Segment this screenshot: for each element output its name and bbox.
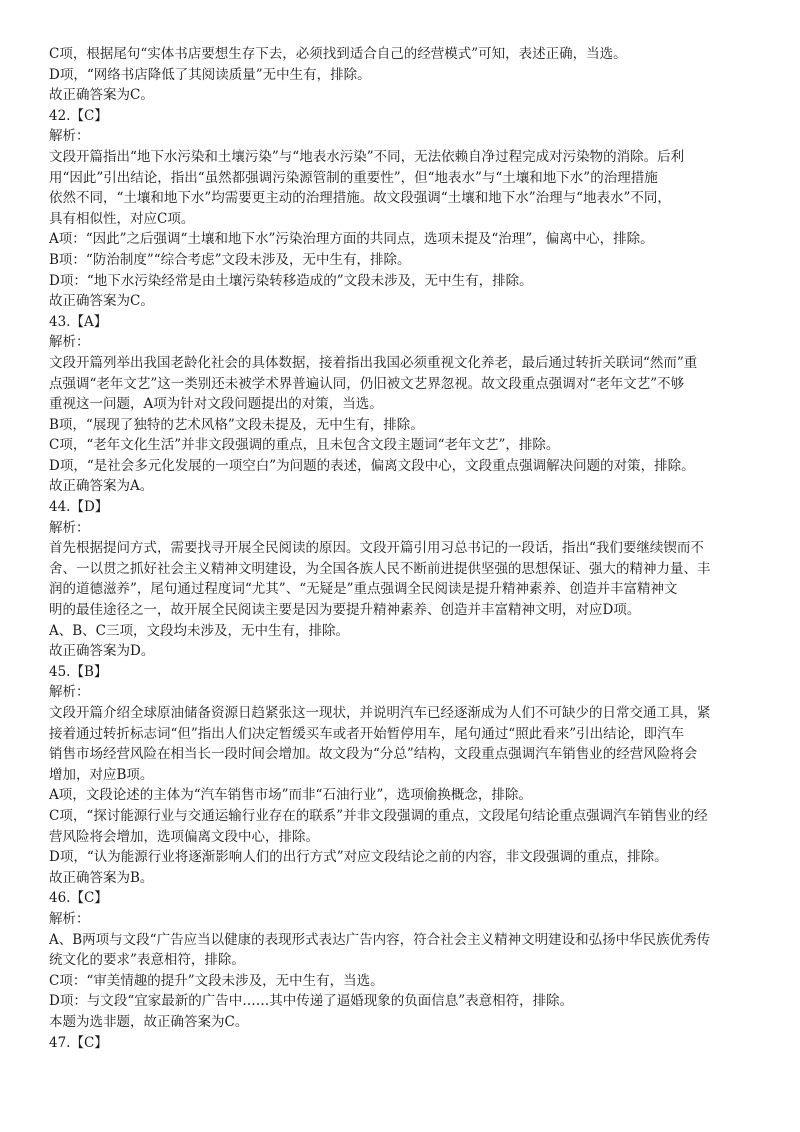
text-line: D项，“认为能源行业将逐渐影响人们的出行方式”对应文段结论之前的内容，非文段强调的重点，排除。 bbox=[49, 849, 668, 866]
text-line: 舍、一以贯之抓好社会主义精神文明建设，为全国各族人民不断前进提供坚强的思想保证、强大的精神力量、丰 bbox=[49, 560, 711, 577]
question-number: 43.【A】 bbox=[49, 313, 108, 330]
text-line: A项：“因此”之后强调“土壤和地下水”污染治理方面的共同点，选项未提及“治理”，偏离中心，排除。 bbox=[49, 231, 654, 248]
text-line: 故正确答案为C。 bbox=[49, 293, 154, 310]
text-line: 具有相似性，对应C项。 bbox=[49, 210, 195, 227]
text-line: 明的最佳途径之一，故开展全民阅读主要是因为要提升精神素养、创造并丰富精神文明，对应D项。 bbox=[49, 602, 641, 619]
text-line: C项，“探讨能源行业与交通运输行业存在的联系”并非文段强调的重点，文段尾句结论重点强调汽车销售业的经 bbox=[49, 807, 708, 824]
text-line: 销售市场经营风险在相当长一段时间会增加。故文段为“分总”结构，文段重点强调汽车销售业的经营风险将会 bbox=[49, 746, 698, 763]
text-line: A项，文段论述的主体为“汽车销售市场”而非“石油行业”，选项偷换概念，排除。 bbox=[49, 787, 532, 804]
question-number: 45.【B】 bbox=[49, 663, 108, 680]
text-line: 依然不同，“土壤和地下水”均需要更主动的治理措施。故文段强调“土壤和地下水”治理与“地表水”不同， bbox=[49, 190, 671, 207]
text-line: D项，“网络书店降低了其阅读质量”无中生有，排除。 bbox=[49, 66, 371, 83]
text-line: B项，“展现了独特的艺术风格”文段未提及，无中生有，排除。 bbox=[49, 416, 424, 433]
text-line: 营风险将会增加，选项偏离文段中心，排除。 bbox=[49, 828, 319, 845]
analysis-label: 解析： bbox=[49, 910, 90, 927]
question-number: 44.【D】 bbox=[49, 499, 109, 516]
analysis-label: 解析： bbox=[49, 128, 90, 145]
text-line: 接着通过转折标志词“但”指出人们决定暂缓买车或者开始暂停用车，尾句通过“照此看来”引出结论，即汽车 bbox=[49, 725, 685, 742]
text-line: 本题为选非题，故正确答案为C。 bbox=[49, 1013, 249, 1030]
analysis-label: 解析： bbox=[49, 519, 90, 536]
text-line: 文段开篇介绍全球原油储备资源日趋紧张这一现状，并说明汽车已经逐渐成为人们不可缺少的日常交通工具，紧 bbox=[49, 705, 711, 721]
text-line: A、B、C三项，文段均未涉及，无中生有，排除。 bbox=[49, 622, 349, 639]
text-line: 统文化的要求”表意相符，排除。 bbox=[49, 952, 245, 969]
text-line: D项：“地下水污染经常是由土壤污染转移造成的”文段未涉及，无中生有，排除。 bbox=[49, 272, 533, 289]
question-number: 46.【C】 bbox=[49, 890, 108, 907]
question-number: 42.【C】 bbox=[49, 107, 108, 124]
text-line: 首先根据提问方式，需要找寻开展全民阅读的原因。文段开篇引用习总书记的一段话，指出“我们要继续锲而不 bbox=[49, 540, 704, 557]
analysis-label: 解析： bbox=[49, 334, 90, 351]
text-line: 增加，对应B项。 bbox=[49, 766, 154, 783]
text-line: 故正确答案为B。 bbox=[49, 869, 154, 886]
document-page bbox=[49, 44, 759, 1053]
question-number: 47.【C】 bbox=[49, 1034, 108, 1051]
text-line: 文段开篇指出“地下水污染和土壤污染”与“地表水污染”不同，无法依赖自净过程完成对污染物的消除。后利 bbox=[49, 148, 685, 165]
text-line: 故正确答案为C。 bbox=[49, 87, 154, 104]
text-line: D项：与文段“宜家最新的广告中……其中传递了逼婚现象的负面信息”表意相符，排除。 bbox=[49, 993, 574, 1010]
analysis-label: 解析： bbox=[49, 684, 90, 701]
text-line: C项，根据尾句“实体书店要想生存下去，必须找到适合自己的经营模式”可知，表述正确，当选。 bbox=[49, 46, 627, 62]
text-line: C项：“审美情趣的提升”文段未涉及，无中生有，当选。 bbox=[49, 972, 384, 989]
text-line: 润的道德滋养”，尾句通过程度词“尤其”、“无疑是”重点强调全民阅读是提升精神素养、创造并丰富精神文 bbox=[49, 581, 678, 598]
text-line: 故正确答案为D。 bbox=[49, 643, 155, 660]
text-line: 用“因此”引出结论，指出“虽然都强调污染源管制的重要性”，但“地表水”与“土壤和地下水”的治理措施 bbox=[49, 169, 658, 186]
text-line: 点强调“老年文艺”这一类别还未被学术界普遍认同，仍旧被文艺界忽视。故文段重点强调对“老年文艺”不够 bbox=[49, 375, 685, 392]
text-line: C项，“老年文化生活”并非文段强调的重点，且未包含文段主题词“老年文艺”，排除。 bbox=[49, 437, 560, 454]
text-line: A、B两项与文段“广告应当以健康的表现形式表达广告内容，符合社会主义精神文明建设和弘扬中华民族优秀传 bbox=[49, 931, 711, 948]
text-line: D项，“是社会多元化发展的一项空白”为问题的表述，偏离文段中心，文段重点强调解决问题的对策，排除。 bbox=[49, 457, 695, 474]
text-line: 故正确答案为A。 bbox=[49, 478, 154, 495]
text-line: B项：“防治制度”“综合考虑”文段未涉及，无中生有，排除。 bbox=[49, 251, 411, 268]
text-line: 文段开篇列举出我国老龄化社会的具体数据，接着指出我国必须重视文化养老，最后通过转折关联词“然而”重 bbox=[49, 354, 698, 371]
text-line: 重视这一问题，A项为针对文段问题提出的对策，当选。 bbox=[49, 396, 383, 413]
